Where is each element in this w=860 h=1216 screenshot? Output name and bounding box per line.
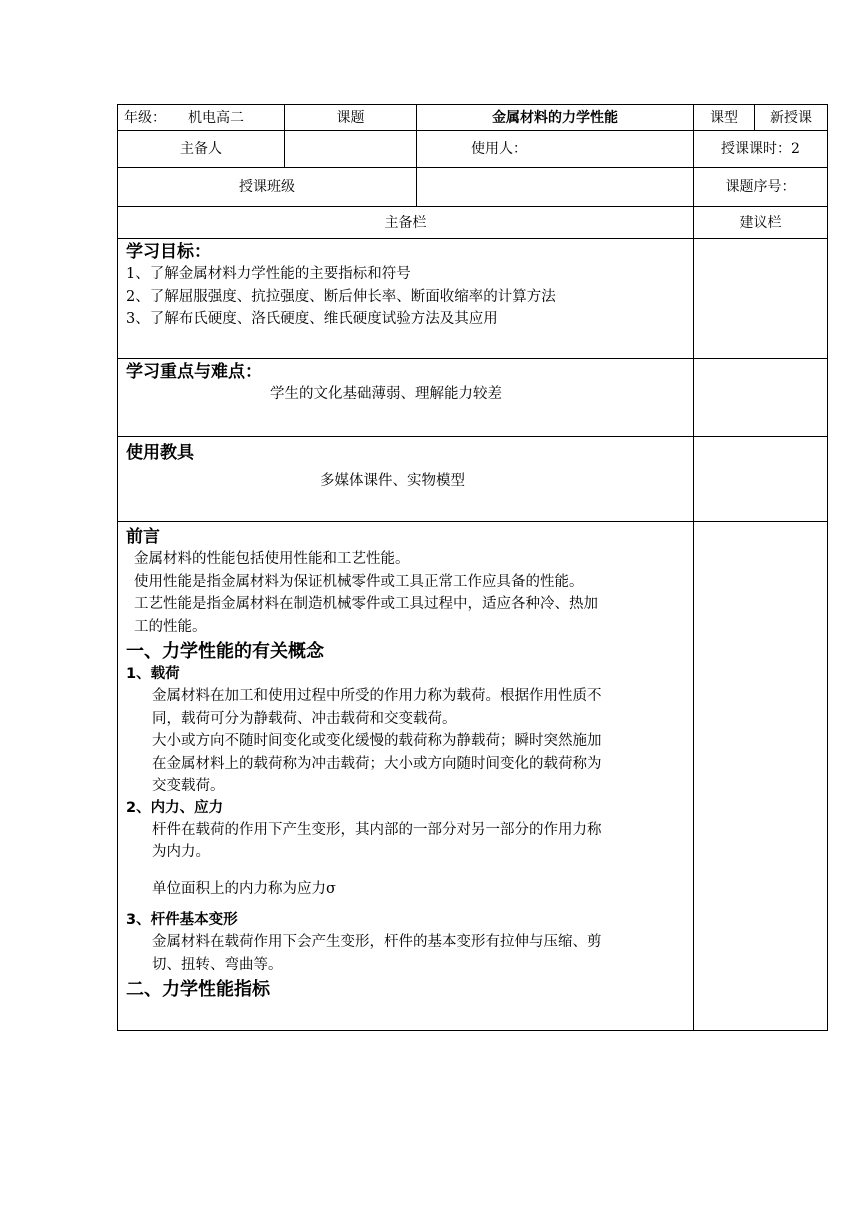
key-points-cell <box>118 359 694 437</box>
preface-line: 工的性能。 <box>134 618 207 635</box>
header-row-3 <box>118 168 828 207</box>
deform-line: 金属材料在载荷作用下会产生变形，杆件的基本变形有拉伸与压缩、剪 <box>152 934 602 950</box>
class-label: 授课班级 <box>118 168 417 207</box>
suggest-cell <box>694 239 828 359</box>
preface-line: 使用性能是指金属材料为保证机械零件或工具正常工作应具备的性能。 <box>134 573 584 590</box>
force-line: 为内力。 <box>152 844 210 860</box>
class-value <box>417 168 694 207</box>
preface-heading: 前言 <box>126 527 160 547</box>
force-line: 杆件在载荷的作用下产生变形，其内部的一部分对另一部分的作用力称 <box>152 821 602 838</box>
type-value: 新授课 <box>755 105 828 131</box>
suggest-cell <box>694 437 828 522</box>
suggest-col-label: 建议栏 <box>694 207 828 239</box>
tools-heading: 使用教具 <box>126 443 194 463</box>
load-line: 在金属材料上的载荷称为冲击载荷；大小或方向随时间变化的载荷称为 <box>152 755 602 772</box>
body-cell <box>118 522 694 1031</box>
load-line: 同，载荷可分为静载荷、冲击载荷和交变载荷。 <box>152 710 457 727</box>
tools-row <box>118 437 828 522</box>
stress-line: 单位面积上的内力称为应力σ <box>152 880 336 897</box>
preface-line: 金属材料的性能包括使用性能和工艺性能。 <box>134 551 410 567</box>
force-heading: 2、内力、应力 <box>126 799 224 816</box>
objective-item: 1、了解金属材料力学性能的主要指标和符号 <box>126 266 411 282</box>
preface-line: 工艺性能是指金属材料在制造机械零件或工具过程中，适应各种冷、热加 <box>134 596 598 612</box>
key-points-heading: 学习重点与难点： <box>126 362 262 382</box>
key-points-row <box>118 359 828 437</box>
objective-item: 2、了解屈服强度、抗拉强度、断后伸长率、断面收缩率的计算方法 <box>126 288 556 305</box>
seq-label: 课题序号： <box>694 168 828 207</box>
main-col-label: 主备栏 <box>118 207 694 239</box>
objectives-cell <box>118 239 694 359</box>
objectives-row <box>118 239 828 359</box>
load-heading: 1、载荷 <box>126 666 180 682</box>
topic-label: 课题 <box>285 105 417 131</box>
hours-label: 授课课时：2 <box>694 131 828 168</box>
load-line: 金属材料在加工和使用过程中所受的作用力称为载荷。根据作用性质不 <box>152 688 602 704</box>
lesson-plan-table <box>117 104 828 1031</box>
grade-label: 年级： <box>124 109 166 126</box>
section2-heading: 二、力学性能指标 <box>126 979 270 1000</box>
body-row <box>118 522 828 1031</box>
suggest-cell <box>694 522 828 1031</box>
section1-heading: 一、力学性能的有关概念 <box>126 641 324 662</box>
load-line: 大小或方向不随时间变化或变化缓慢的载荷称为静载荷；瞬时突然施加 <box>152 733 602 749</box>
suggest-cell <box>694 359 828 437</box>
key-points-text: 学生的文化基础薄弱、理解能力较差 <box>270 386 502 402</box>
objective-item: 3、了解布氏硬度、洛氏硬度、维氏硬度试验方法及其应用 <box>126 311 498 327</box>
topic-value: 金属材料的力学性能 <box>417 105 694 131</box>
preparer-label: 主备人 <box>118 131 285 168</box>
tools-cell <box>118 437 694 522</box>
user-label: 使用人： <box>417 131 694 168</box>
column-header-row <box>118 207 828 239</box>
header-row-1 <box>118 105 828 131</box>
preparer-value <box>285 131 417 168</box>
deform-line: 切、扭转、弯曲等。 <box>152 956 283 973</box>
type-label: 课型 <box>694 105 755 131</box>
grade-value: 机电高二 <box>188 109 244 126</box>
load-line: 交变载荷。 <box>152 778 225 794</box>
deform-heading: 3、杆件基本变形 <box>126 912 238 928</box>
tools-text: 多媒体课件、实物模型 <box>320 473 465 489</box>
objectives-heading: 学习目标： <box>126 242 211 262</box>
grade-cell <box>118 105 285 131</box>
header-row-2 <box>118 131 828 168</box>
